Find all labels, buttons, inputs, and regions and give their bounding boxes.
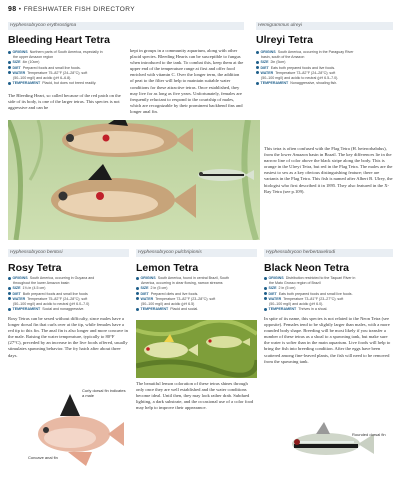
species-bar-bleeding-heart [8,22,244,30]
body-text-lemon: The beautiful lemon coloration of these tetras shines through only once they are well established and the water conditions become ideal. Until then, they may look rather drab. Subdued lighting, a dark substrate, and the occasional use of a color food may help to improve their appearance. [136,381,254,411]
fact-value: Temperature 73–82°F (23–28°C); soft [155,296,216,301]
scientific-name: Hyphessobrycon herbertaxelrodi [266,250,336,255]
black-neon-tetra-photo [264,404,393,476]
bullet-icon [136,277,139,280]
fact-value: Nonaggressive, shoaling fish. [290,81,338,86]
bullet-icon [8,82,11,85]
fact-value: Prepared foods and small live foods. [22,65,81,70]
fact-value: South America, occurring in the Paraguay River [277,50,354,54]
fact-key: ORIGINS [12,276,28,280]
fact-row [8,81,126,86]
fact-value: 1¾ in (4.5 cm) [22,286,46,291]
species-bar-lemon [136,249,257,257]
fact-row [264,307,393,312]
facts-rosy [8,276,129,312]
scientific-name: Hyphessobrycon pulchripinnis [138,250,202,255]
fact-key: DIET [268,291,277,296]
fact-key: TEMPERAMENT [140,307,169,312]
fact-value: Both prepared foods and small live foods [22,291,88,296]
bullet-icon [264,287,267,290]
fact-key: DIET [12,291,21,296]
fact-key: TEMPERAMENT [260,81,289,86]
fact-value: Temperature 75–82°F (24–28°C); soft [27,70,88,75]
bullet-icon [8,51,11,54]
bullet-icon [136,308,139,311]
bullet-icon [8,277,11,280]
fact-value: Temperature 75–82°F (24–28°C); soft [27,296,88,301]
page-number: 98 [8,6,17,13]
facts-ulreyi [256,50,393,86]
bullet-icon [8,66,11,69]
fact-value: Placid, but does not breed readily. [42,81,97,86]
facts-lemon [136,276,257,312]
caption-rounded-dorsal: Rounded dorsal fin [352,432,386,437]
bullet-icon [8,308,11,311]
species-bar-black-neon [264,249,393,257]
fact-key: DIET [260,65,269,70]
bullet-icon [256,61,259,64]
fact-value: Eats both prepared foods and live foods. [270,65,336,70]
fact-key: ORIGINS [140,276,156,280]
species-bar-rosy [8,249,129,257]
fact-value: the Mato Grosso region of Brazil [269,281,321,286]
fact-value: Social and nonaggressive. [42,307,85,312]
species-title-bleeding-heart: Bleeding Heart Tetra [8,34,110,46]
running-title: FRESHWATER FISH DIRECTORY [23,6,135,13]
caption-concave-anal: Concave anal fin [28,455,58,460]
scientific-name: Hyphessobrycon bentosi [10,250,63,255]
black-neon-photo-svg [264,404,393,476]
species-title-ulreyi: Ulreyi Tetra [256,34,313,46]
bullet-icon [8,71,11,74]
fact-key: WATER [268,296,282,301]
black-neon-tetra-fish [292,422,374,455]
fact-key: ORIGINS [12,50,28,54]
fact-key: DIET [12,65,21,70]
fact-value: (50–100 mg/l) and acidic to neutral (pH 6.5–7.0). [261,76,339,81]
fact-value: 2 in (5 cm) [150,286,168,291]
fact-value: America, occurring in clear flowing, narrow streams [141,281,223,286]
fact-key: ORIGINS [260,50,276,54]
body-text-ulreyi: This tetra is often confused with the Flag Tetra (H. heterorhabdus), from the lower Amazon basin in Brazil. The key differences lie in the narrow line of color above the black stripe along the body. This is orange in the Ulreyi Tetra, but red in the Flag Tetra. The males are the easiest to sex as a key obvious distinguishing feature; there are variants in the Flag Tetra. This fish is named after Albert B. Ulrey, the biologist who first described it in 1895. They also featured in the X-Ray Tetra (see p.109). [264,146,393,194]
lemon-tetra-photo-svg [136,320,257,378]
scientific-name: Hemigrammus ulreyi [258,23,302,28]
bullet-icon [8,292,11,295]
fact-value: Distribution restricted to the Taquari River in [285,276,356,280]
species-title-lemon: Lemon Tetra [136,262,199,274]
fact-key: WATER [12,296,26,301]
fact-key: TEMPERAMENT [12,307,41,312]
bullet-icon [8,61,11,64]
fact-value: 2in (5cm) [270,60,286,65]
body-text-bleeding-heart-left: The Bleeding Heart, so called because of the red patch on the side of its body, is one of the larger tetras. This species is not aggressive and can be [8,93,121,111]
bullet-icon [136,287,139,290]
fact-value: Placid and social. [170,307,199,312]
fact-value: South America, occurring in Guyana and [29,276,95,280]
bullet-icon [136,292,139,295]
fact-key: ORIGINS [268,276,284,280]
species-bar-ulreyi [256,22,393,30]
body-text-bleeding-heart-right: kept in groups in a community aquarium, along with other placid species. Bleeding Hearts can be susceptible to fungus when introduced to the tank. To combat this, keep them at the upper end of the temperature range at first and offer food enriched with vitamin C. Over the longer term, the addition of peat to the filter will help to maintain suitable water conditions for these attractive tetras. Once established, they may live for as long as five years. Unfortunately, females are frequently reluctant to respond to the courtship of males, which are recognizable by their prominent backbend fins and longer anal fin. [130,48,244,114]
fact-key: WATER [260,70,274,75]
fact-row [256,81,393,86]
fact-value: Northern parts of South America, especially in [29,50,103,54]
fact-row [8,307,129,312]
fact-value: (50–100 mg/l) and acidic to neutral (pH 6.0–7.0) [13,302,90,307]
fact-value: 4in (10cm) [22,60,40,65]
facts-bleeding-heart [8,50,126,86]
fact-key: SIZE [268,286,277,291]
scientific-name: Hyphessobrycon erythrostigma [10,23,77,28]
bullet-icon [256,82,259,85]
bullet-icon [256,66,259,69]
fact-key: SIZE [12,60,21,65]
species-title-rosy: Rosy Tetra [8,262,62,274]
header-separator: • [16,6,24,13]
fact-key: TEMPERAMENT [268,307,297,312]
body-text-black-neon: In spite of its name, this species is not related to the Neon Tetra (see opposite). Females tend to be slightly larger than males, with a more rounded body shape. Breeding will be most likely if you transfer a number of these tetras as a shoal to a spawning tank, but make sure the water is softer than in the main aquarium. Live foods will help to bring the fish into breeding condition. After the eggs have been scattered among fine-leaved plants, the fish will need to be removed from the spawning tank. [264,316,391,364]
fact-value: (50–100 mg/l) and acidic (pH 6–6.8). [13,76,72,81]
fact-key: WATER [12,70,26,75]
fact-key: SIZE [140,286,149,291]
fact-key: TEMPERAMENT [12,81,41,86]
body-text-rosy: Rosy Tetras can be sexed without difficulty, since males have a longer dorsal fin that curls over at the tip, while females have a red tip to this fin. The anal fin is also longer and more concave in the male. Raising the water temperature, typically to 80°F (27°C), preceded by an increase in the live foods offered, usually stimulates spawning behavior. The fry hatch after about three days. [8,316,128,358]
species-title-black-neon: Black Neon Tetra [264,262,349,274]
fact-value: (50–100 mg/l) and acidic (pH 6.5) [141,302,195,307]
bullet-icon [8,287,11,290]
fact-key: DIET [140,291,149,296]
lemon-tetra-photo [136,320,257,378]
bullet-icon [264,277,267,280]
bullet-icon [136,297,139,300]
fact-key: SIZE [12,286,21,291]
fact-value: throughout the lower Amazon basin [13,281,70,286]
bullet-icon [8,297,11,300]
fact-value: Eats both prepared foods and small live foods. [278,291,353,296]
bullet-icon [264,308,267,311]
fact-value: (50–100 mg/l) and acidic (pH 6.0). [269,302,324,307]
fact-value: the upper Amazon region [13,55,54,60]
fact-value: South America, found in central Brazil, South [157,276,230,280]
fact-value: Thrives in a shoal. [298,307,328,312]
fact-key: SIZE [260,60,269,65]
fact-row [136,307,257,312]
running-header [8,6,135,13]
bullet-icon [264,297,267,300]
caption-curly-dorsal: Curly dorsal fin indicates a male [82,388,126,398]
fact-key: WATER [140,296,154,301]
fact-value: Temperature 73–81°F (23–27°C); soft [283,296,344,301]
bullet-icon [256,71,259,74]
fact-value: basin, south of the Amazon [261,55,305,60]
fact-value: Prepared diets and live foods. [150,291,199,296]
fact-value: 2 in (5 cm) [278,286,296,291]
bullet-icon [264,292,267,295]
fact-value: Temperature 73–82°F (24–28°C); soft [275,70,336,75]
bullet-icon [256,51,259,54]
facts-black-neon [264,276,393,312]
